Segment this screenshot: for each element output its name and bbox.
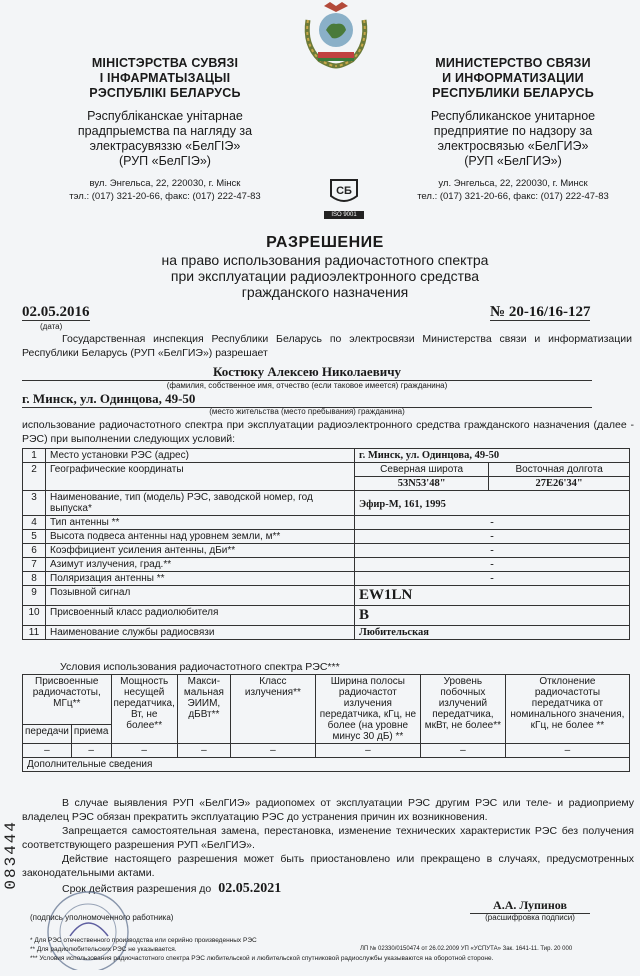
org-name-ru — [388, 109, 638, 169]
org-line: предприятие по надзору за — [433, 124, 593, 138]
condition-value: Эфир-М, 161, 1995 — [355, 491, 630, 516]
table-row — [23, 449, 630, 463]
serial-number: 083444 — [2, 820, 20, 890]
table-row — [23, 530, 630, 544]
org-line: Республиканское унитарное — [430, 109, 596, 123]
header-power: Мощность несущей передатчика, Вт, не более** — [111, 675, 177, 744]
table-row — [23, 744, 630, 758]
row-number: 10 — [23, 606, 46, 626]
ministry-line: РЭСПУБЛІКІ БЕЛАРУСЬ — [89, 86, 241, 100]
row-number: 3 — [23, 491, 46, 516]
north-label: Северная широта — [355, 463, 489, 477]
permit-number-value: № 20-16/16-127 — [490, 304, 591, 320]
svg-text:СБ: СБ — [336, 185, 352, 197]
condition-value: - — [355, 558, 630, 572]
usage-cell: – — [420, 744, 505, 758]
holder-name: Костюку Алексею Николаевичу — [22, 364, 592, 381]
document-subtitle — [100, 252, 550, 300]
issue-date-value: 02.05.2016 — [22, 304, 90, 320]
modification-paragraph: Запрещается самостоятельная замена, перестановка, изменение технических характеристик РЭС без получения соответствующего разрешения РУП «БелГИЭ». — [22, 825, 634, 851]
usage-cell: – — [177, 744, 230, 758]
condition-label: Наименование службы радиосвязи — [46, 626, 355, 640]
row-number: 9 — [23, 586, 46, 606]
right-header — [388, 56, 638, 203]
row-number: 11 — [23, 626, 46, 640]
condition-value: - — [355, 544, 630, 558]
callsign-value: EW1LN — [355, 586, 630, 606]
footnote: *** Условия использования радиочастотного спектра РЭС любительской и любительской спутниковой радиослужбы указываются на оборотной стороне. — [30, 955, 494, 962]
usage-cell: – — [71, 744, 111, 758]
header-spurious: Уровень побочных излучений передатчика, мкВт, не более** — [420, 675, 505, 744]
table-row — [23, 463, 630, 477]
table-row — [23, 491, 630, 516]
latitude-value: 53N53'48" — [355, 477, 489, 491]
condition-label: Поляризация антенны ** — [46, 572, 355, 586]
iso-mark-icon — [327, 176, 361, 206]
table-row — [23, 626, 630, 640]
org-line: электрасувяззю «БелГІЭ» — [89, 139, 241, 153]
ministry-line: МИНИСТЕРСТВО СВЯЗИ — [435, 56, 591, 70]
usage-cell: – — [230, 744, 315, 758]
org-line: прадпрыемства па нагляду за — [77, 124, 253, 138]
signer-name: А.А. Лупинов — [470, 898, 590, 914]
additional-info: Дополнительные сведения — [23, 758, 630, 772]
subtitle-line: гражданского назначения — [241, 284, 409, 300]
longitude-value: 27E26'34" — [489, 477, 630, 491]
suspension-paragraph: Действие настоящего разрешения может быть приостановлено или прекращено в случаях, предусмотренных законодательными актами. — [22, 853, 634, 879]
holder-caption: (фамилия, собственное имя, отчество (если таковое имеется) гражданина) — [166, 381, 448, 390]
phones-line: тел.: (017) 321-20-66, факс: (017) 222-47-83 — [417, 191, 609, 202]
address-line: вул. Энгельса, 22, 220030, г. Мінск — [89, 178, 241, 189]
condition-label: Географические координаты — [46, 463, 355, 491]
permit-number — [490, 304, 590, 321]
condition-label: Высота подвеса антенны над уровнем земли, м** — [46, 530, 355, 544]
condition-value: г. Минск, ул. Одинцова, 49-50 — [355, 449, 630, 463]
interference-paragraph: В случае выявления РУП «БелГИЭ» радиопомех от эксплуатации РЭС другим РЭС или теле- и радиоприему владелец РЭС обязан прекратить эксплуатацию РЭС до устранения причин их возникновения. — [22, 797, 634, 823]
condition-label: Коэффициент усиления антенны, дБи** — [46, 544, 355, 558]
usage-table — [22, 674, 630, 772]
condition-label: Место установки РЭС (адрес) — [46, 449, 355, 463]
condition-value: - — [355, 516, 630, 530]
row-number: 4 — [23, 516, 46, 530]
usage-cell: – — [23, 744, 72, 758]
condition-value: Любительская — [355, 626, 630, 640]
table-row — [23, 758, 630, 772]
usage-cell: – — [111, 744, 177, 758]
address-line: ул. Энгельса, 22, 220030, г. Минск — [438, 178, 588, 189]
org-line: (РУП «БелГИЭ») — [464, 154, 562, 168]
header-frequencies: Присвоенные радиочастоты, МГц** — [23, 675, 112, 725]
header-deviation: Отклонение радиочастоты передатчика от номинального значения, кГц, не более ** — [505, 675, 629, 744]
org-address-ru — [388, 177, 638, 203]
condition-value: - — [355, 572, 630, 586]
org-line: Рэспубліканскае унітарнае — [87, 109, 243, 123]
document-title-block — [100, 234, 550, 300]
org-address-by — [40, 177, 290, 203]
ministry-line: МІНІСТЭРСТВА СУВЯЗІ — [91, 56, 239, 70]
header-class: Класс излучения** — [230, 675, 315, 744]
print-info: ЛП № 02330/0150474 от 26.02.2009 УП «УСПУТА» Зак. 1641-11. Тир. 20 000 — [360, 946, 573, 952]
state-emblem-icon — [300, 0, 372, 70]
signer-caption: (расшифровка подписи) — [485, 913, 575, 922]
intro-text: Государственная инспекция Республики Беларусь по электросвязи Министерства связи и информатизации Республики Беларусь (РУП «БелГИЭ») разрешает — [22, 333, 632, 359]
phones-line: тэл.: (017) 321-20-66, факс: (017) 222-47-83 — [69, 191, 261, 202]
row-number: 6 — [23, 544, 46, 558]
iso-certification-logo — [324, 176, 364, 219]
header-eirp: Макси-мальная ЭИИМ, дБВт** — [177, 675, 230, 744]
iso-label: ISO 9001 — [324, 211, 364, 219]
table-header-row — [23, 675, 630, 725]
footnote: ** Для радиолюбительских РЭС не указывается. — [30, 946, 177, 953]
header-rx: приема — [71, 724, 111, 743]
org-line: (РУП «БелГІЭ») — [119, 154, 211, 168]
left-header — [40, 56, 290, 203]
condition-label: Присвоенный класс радиолюбителя — [46, 606, 355, 626]
header-tx: передачи — [23, 724, 72, 743]
ministry-line: І ІНФАРМАТЫЗАЦЫІ — [99, 71, 231, 85]
ministry-line: РЕСПУБЛИКИ БЕЛАРУСЬ — [432, 86, 594, 100]
ministry-line: И ИНФОРМАТИЗАЦИИ — [442, 71, 584, 85]
conditions-table — [22, 448, 630, 640]
condition-label: Наименование, тип (модель) РЭС, заводской номер, год выпуска* — [46, 491, 355, 516]
usage-cell: – — [505, 744, 629, 758]
usage-title: Условия использования радиочастотного спектра РЭС*** — [60, 661, 340, 673]
address-caption: (место жительства (место пребывания) гражданина) — [209, 407, 405, 416]
signature-caption: (подпись уполномоченного работника) — [30, 913, 174, 922]
condition-value: - — [355, 530, 630, 544]
org-line: электросвязью «БелГИЭ» — [437, 139, 589, 153]
table-row — [23, 606, 630, 626]
usage-intro-text: использование радиочастотного спектра при эксплуатации радиоэлектронного средства гражданского назначения (далее - РЭС) при выполнении следующих условий: — [22, 419, 634, 445]
class-value: B — [355, 606, 630, 626]
table-row — [23, 516, 630, 530]
row-number: 8 — [23, 572, 46, 586]
table-row — [23, 572, 630, 586]
ministry-name-ru — [388, 56, 638, 101]
table-row — [23, 586, 630, 606]
org-name-by — [40, 109, 290, 169]
usage-cell: – — [315, 744, 420, 758]
header-bandwidth: Ширина полосы радиочастот излучения передатчика, кГц, не более (на уровне минус 30 дБ) ** — [315, 675, 420, 744]
row-number: 2 — [23, 463, 46, 491]
validity-label: Срок действия разрешения до — [62, 883, 212, 895]
document-title: РАЗРЕШЕНИЕ — [266, 234, 384, 251]
footnote: * Для РЭС отечественного производства или серийно произведенных РЭС — [30, 937, 257, 944]
row-number: 5 — [23, 530, 46, 544]
date-caption: (дата) — [40, 322, 63, 331]
row-number: 1 — [23, 449, 46, 463]
subtitle-line: при эксплуатации радиоэлектронного средства — [170, 268, 480, 284]
ministry-name-by — [40, 56, 290, 101]
validity-date: 02.05.2021 — [218, 881, 282, 896]
east-label: Восточная долгота — [489, 463, 630, 477]
condition-label: Азимут излучения, град.** — [46, 558, 355, 572]
issue-date — [22, 304, 102, 321]
row-number: 7 — [23, 558, 46, 572]
table-row — [23, 544, 630, 558]
table-row — [23, 558, 630, 572]
condition-label: Позывной сигнал — [46, 586, 355, 606]
condition-label: Тип антенны ** — [46, 516, 355, 530]
subtitle-line: на право использования радиочастотного спектра — [161, 252, 489, 268]
holder-address: г. Минск, ул. Одинцова, 49-50 — [22, 391, 592, 408]
